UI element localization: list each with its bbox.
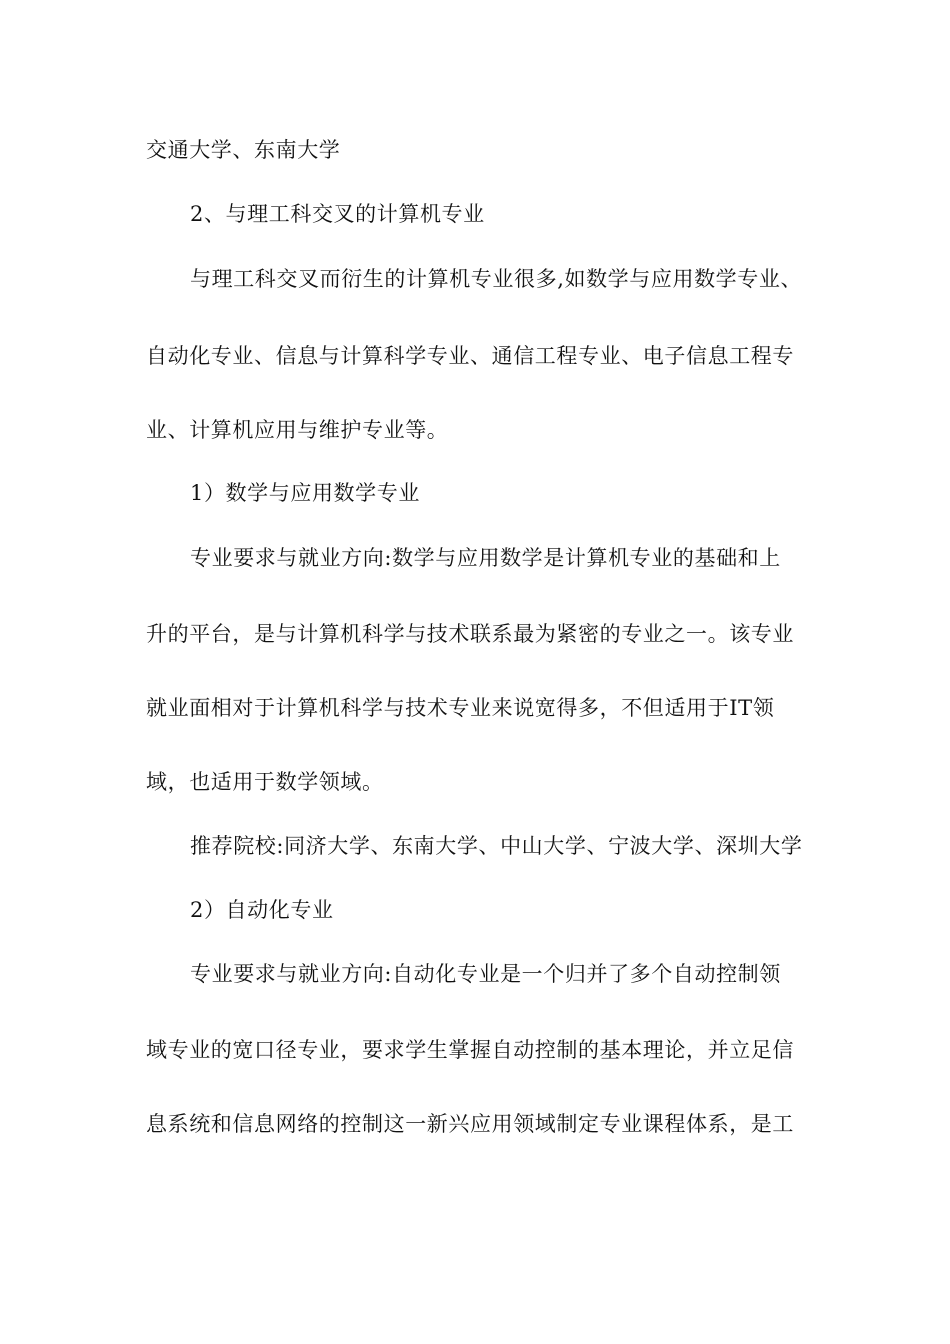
text-line: 交通大学、东南大学 [146,138,341,162]
paragraph-line: 域专业的宽口径专业，要求学生掌握自动控制的基本理论，并立足信 [146,1038,794,1062]
recommended-schools: 推荐院校:同济大学、东南大学、中山大学、宁波大学、深圳大学 [190,834,803,858]
paragraph-line: 与理工科交叉而衍生的计算机专业很多,如数学与应用数学专业、 [190,267,803,291]
section-heading: 2、与理工科交叉的计算机专业 [190,202,485,226]
paragraph-line: 专业要求与就业方向:数学与应用数学是计算机专业的基础和上 [190,546,781,570]
paragraph-line: 升的平台，是与计算机科学与技术联系最为紧密的专业之一。该专业 [146,622,794,646]
subsection-heading: 2）自动化专业 [190,898,334,922]
subsection-heading: 1）数学与应用数学专业 [190,481,420,505]
paragraph-line: 就业面相对于计算机科学与技术专业来说宽得多，不但适用于IT领 [146,696,775,720]
paragraph-line: 自动化专业、信息与计算科学专业、通信工程专业、电子信息工程专 [146,344,794,368]
paragraph-line: 息系统和信息网络的控制这一新兴应用领域制定专业课程体系，是工 [146,1112,794,1136]
paragraph-line: 专业要求与就业方向:自动化专业是一个归并了多个自动控制领 [190,962,781,986]
paragraph-line: 业、计算机应用与维护专业等。 [146,418,449,442]
paragraph-line: 域，也适用于数学领域。 [146,770,384,794]
